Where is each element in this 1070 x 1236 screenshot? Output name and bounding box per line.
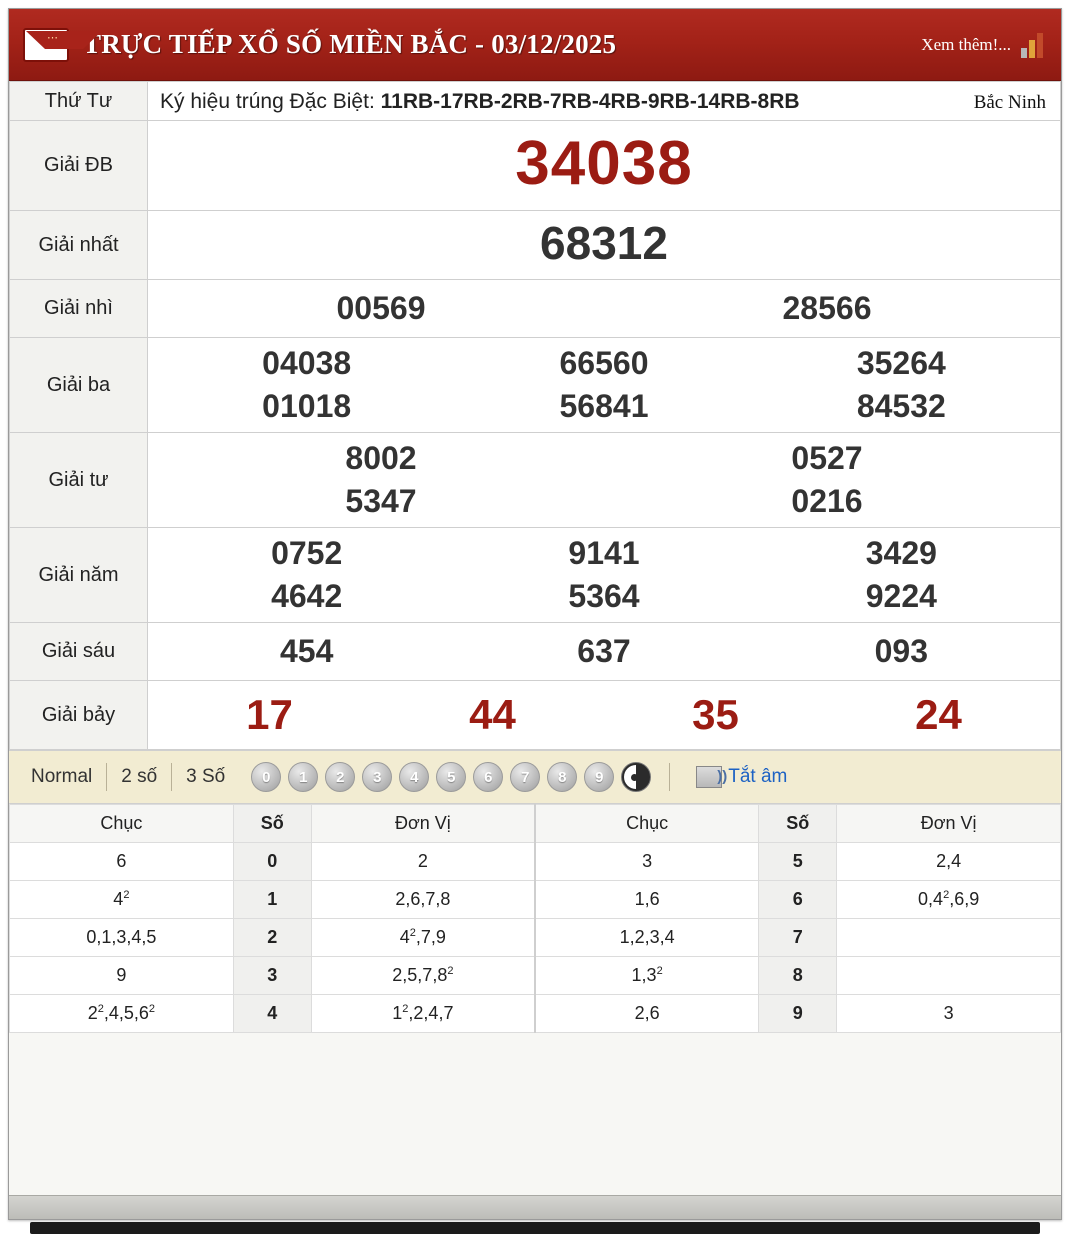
stats-so-left: 0 [233,843,311,881]
stats-donvi-left: 2,5,7,8$^2$ [311,957,535,995]
table-row [10,919,1061,957]
prize-number: 04038 [262,345,352,381]
stats-header-donvi-right: Đơn Vị [837,805,1061,843]
table-row [10,881,1061,919]
prize-number: 84532 [856,388,946,424]
mode-2-digit-button[interactable]: 2 số [121,766,158,787]
table-row [10,843,1061,881]
prize-values-db [148,121,1061,211]
stats-chuc-left: 9 [10,957,234,995]
mail-dots-icon: ⋯ [47,31,59,44]
prize-number: 9141 [568,535,640,571]
prize-number: 0527 [791,440,863,476]
symbol-value: 11RB-17RB-2RB-7RB-4RB-9RB-14RB-8RB [380,90,800,113]
stats-donvi-left: 2 [311,843,535,881]
mail-icon [23,28,69,62]
prize-number: 44 [469,691,516,738]
prize-label-db: Giải ĐB [10,121,148,211]
prize-number: 637 [577,633,631,669]
stats-chuc-left: $2^2,4,5,6^2$ [10,995,234,1033]
divider [171,763,172,791]
digit-ball-6[interactable]: 6 [473,762,503,792]
stats-chuc-left: 0,1,3,4,5 [10,919,234,957]
prize-number: 454 [279,633,334,669]
prize-number: 28566 [782,290,872,326]
bar-chart-icon[interactable] [1021,32,1047,58]
digit-ball-0[interactable]: 0 [251,762,281,792]
prize-number: 3429 [865,535,937,571]
weekday-label: Thứ Tư [10,82,148,121]
bottom-bar [9,1195,1061,1219]
digit-ball-3[interactable]: 3 [362,762,392,792]
prize-number: 66560 [559,345,649,381]
stats-chuc-left: $4^2$ [10,881,234,919]
prize-number: 34038 [515,129,693,198]
stats-so-left: 4 [233,995,311,1033]
table-row-g7 [10,681,1061,750]
page-title: TRỰC TIẾP XỔ SỐ MIỀN BẮC - 03/12/2025 [83,29,617,59]
digit-stats-table [9,804,1061,1033]
prize-number: 0216 [791,483,863,519]
prize-number: 00569 [336,290,426,326]
prize-number: 5347 [345,483,417,519]
stats-chuc-right: $1,3^2$ [535,957,759,995]
prize-number: 4642 [271,578,343,614]
table-row-symbol [10,82,1061,121]
stats-so-left: 3 [233,957,311,995]
divider [106,763,107,791]
see-more-link[interactable]: Xem thêm!... [921,34,1011,54]
stats-header-so-left: Số [233,805,311,843]
digit-ball-1[interactable]: 1 [288,762,318,792]
prize-label-g4: Giải tư [10,433,148,528]
stats-so-right: 8 [759,957,837,995]
digit-ball-7[interactable]: 7 [510,762,540,792]
stats-header-so-right: Số [759,805,837,843]
prize-number: 9224 [865,578,937,614]
prize-number: 0752 [271,535,343,571]
symbol-label: Ký hiệu trúng Đặc Biệt: [160,90,375,113]
digit-filter-group [251,762,651,792]
stats-so-right: 7 [759,919,837,957]
digit-ball-4[interactable]: 4 [399,762,429,792]
table-row [10,957,1061,995]
stats-donvi-left: 2,6,7,8 [311,881,535,919]
table-row-g3 [10,338,1061,433]
table-row-g5 [10,528,1061,623]
stats-donvi-right [837,919,1061,957]
stats-chuc-right: 2,6 [535,995,759,1033]
stats-so-right: 6 [759,881,837,919]
stats-header-chuc-right: Chục [535,805,759,843]
prize-values-g7 [148,681,1061,750]
stats-header-donvi-left: Đơn Vị [311,805,535,843]
divider [669,763,670,791]
results-table [9,81,1061,750]
table-row-g1 [10,211,1061,280]
prize-values-g6 [148,623,1061,681]
title-bar [9,9,1061,81]
prize-number: 093 [874,633,929,669]
prize-number: 35264 [856,345,946,381]
yin-yang-icon[interactable] [621,762,651,792]
prize-label-g2: Giải nhì [10,280,148,338]
digit-ball-8[interactable]: 8 [547,762,577,792]
stats-chuc-right: 3 [535,843,759,881]
digit-ball-9[interactable]: 9 [584,762,614,792]
table-row-db [10,121,1061,211]
stats-donvi-right: $0,4^2,6,9$ [837,881,1061,919]
prize-number: 01018 [262,388,352,424]
table-row-g4 [10,433,1061,528]
prize-label-g1: Giải nhất [10,211,148,280]
prize-label-g6: Giải sáu [10,623,148,681]
prize-number: 17 [246,691,293,738]
digit-ball-2[interactable]: 2 [325,762,355,792]
prize-values-g1 [148,211,1061,280]
prize-label-g5: Giải năm [10,528,148,623]
symbol-cell [148,82,1061,121]
prize-values-g3 [148,338,1061,433]
table-row [10,995,1061,1033]
stats-so-left: 1 [233,881,311,919]
stats-donvi-right: 2,4 [837,843,1061,881]
stats-donvi-right: 3 [837,995,1061,1033]
prize-label-g7: Giải bảy [10,681,148,750]
prize-label-g3: Giải ba [10,338,148,433]
stats-so-left: 2 [233,919,311,957]
prize-number: 8002 [345,440,417,476]
prize-number: 56841 [559,388,649,424]
mute-label[interactable]: Tắt âm [728,766,788,787]
mode-3-digit-button[interactable]: 3 Số [186,766,226,787]
stats-so-right: 5 [759,843,837,881]
table-row-g6 [10,623,1061,681]
stats-donvi-left: $4^2,7,9$ [311,919,535,957]
prize-number: 68312 [540,217,668,269]
stats-donvi-left: $1^2,2,4,7$ [311,995,535,1033]
lottery-panel [8,8,1062,1220]
prize-number: 24 [915,691,962,738]
table-row-g2 [10,280,1061,338]
digit-ball-5[interactable]: 5 [436,762,466,792]
mute-control[interactable] [696,766,787,788]
footer-strip [30,1222,1040,1234]
mode-normal-button[interactable]: Normal [31,766,93,787]
stats-header-row [10,805,1061,843]
prize-values-g2 [148,280,1061,338]
prize-number: 35 [692,691,739,738]
stats-chuc-right: 1,2,3,4 [535,919,759,957]
speaker-icon[interactable] [696,766,722,788]
header-right-group [921,32,1047,58]
stats-chuc-right: 1,6 [535,881,759,919]
stats-donvi-right [837,957,1061,995]
stats-so-right: 9 [759,995,837,1033]
stats-chuc-left: 6 [10,843,234,881]
options-toolbar [9,750,1061,804]
prize-number: 5364 [568,578,640,614]
prize-values-g5 [148,528,1061,623]
stats-header-chuc-left: Chục [10,805,234,843]
province-label: Bắc Ninh [973,92,1046,113]
prize-values-g4 [148,433,1061,528]
